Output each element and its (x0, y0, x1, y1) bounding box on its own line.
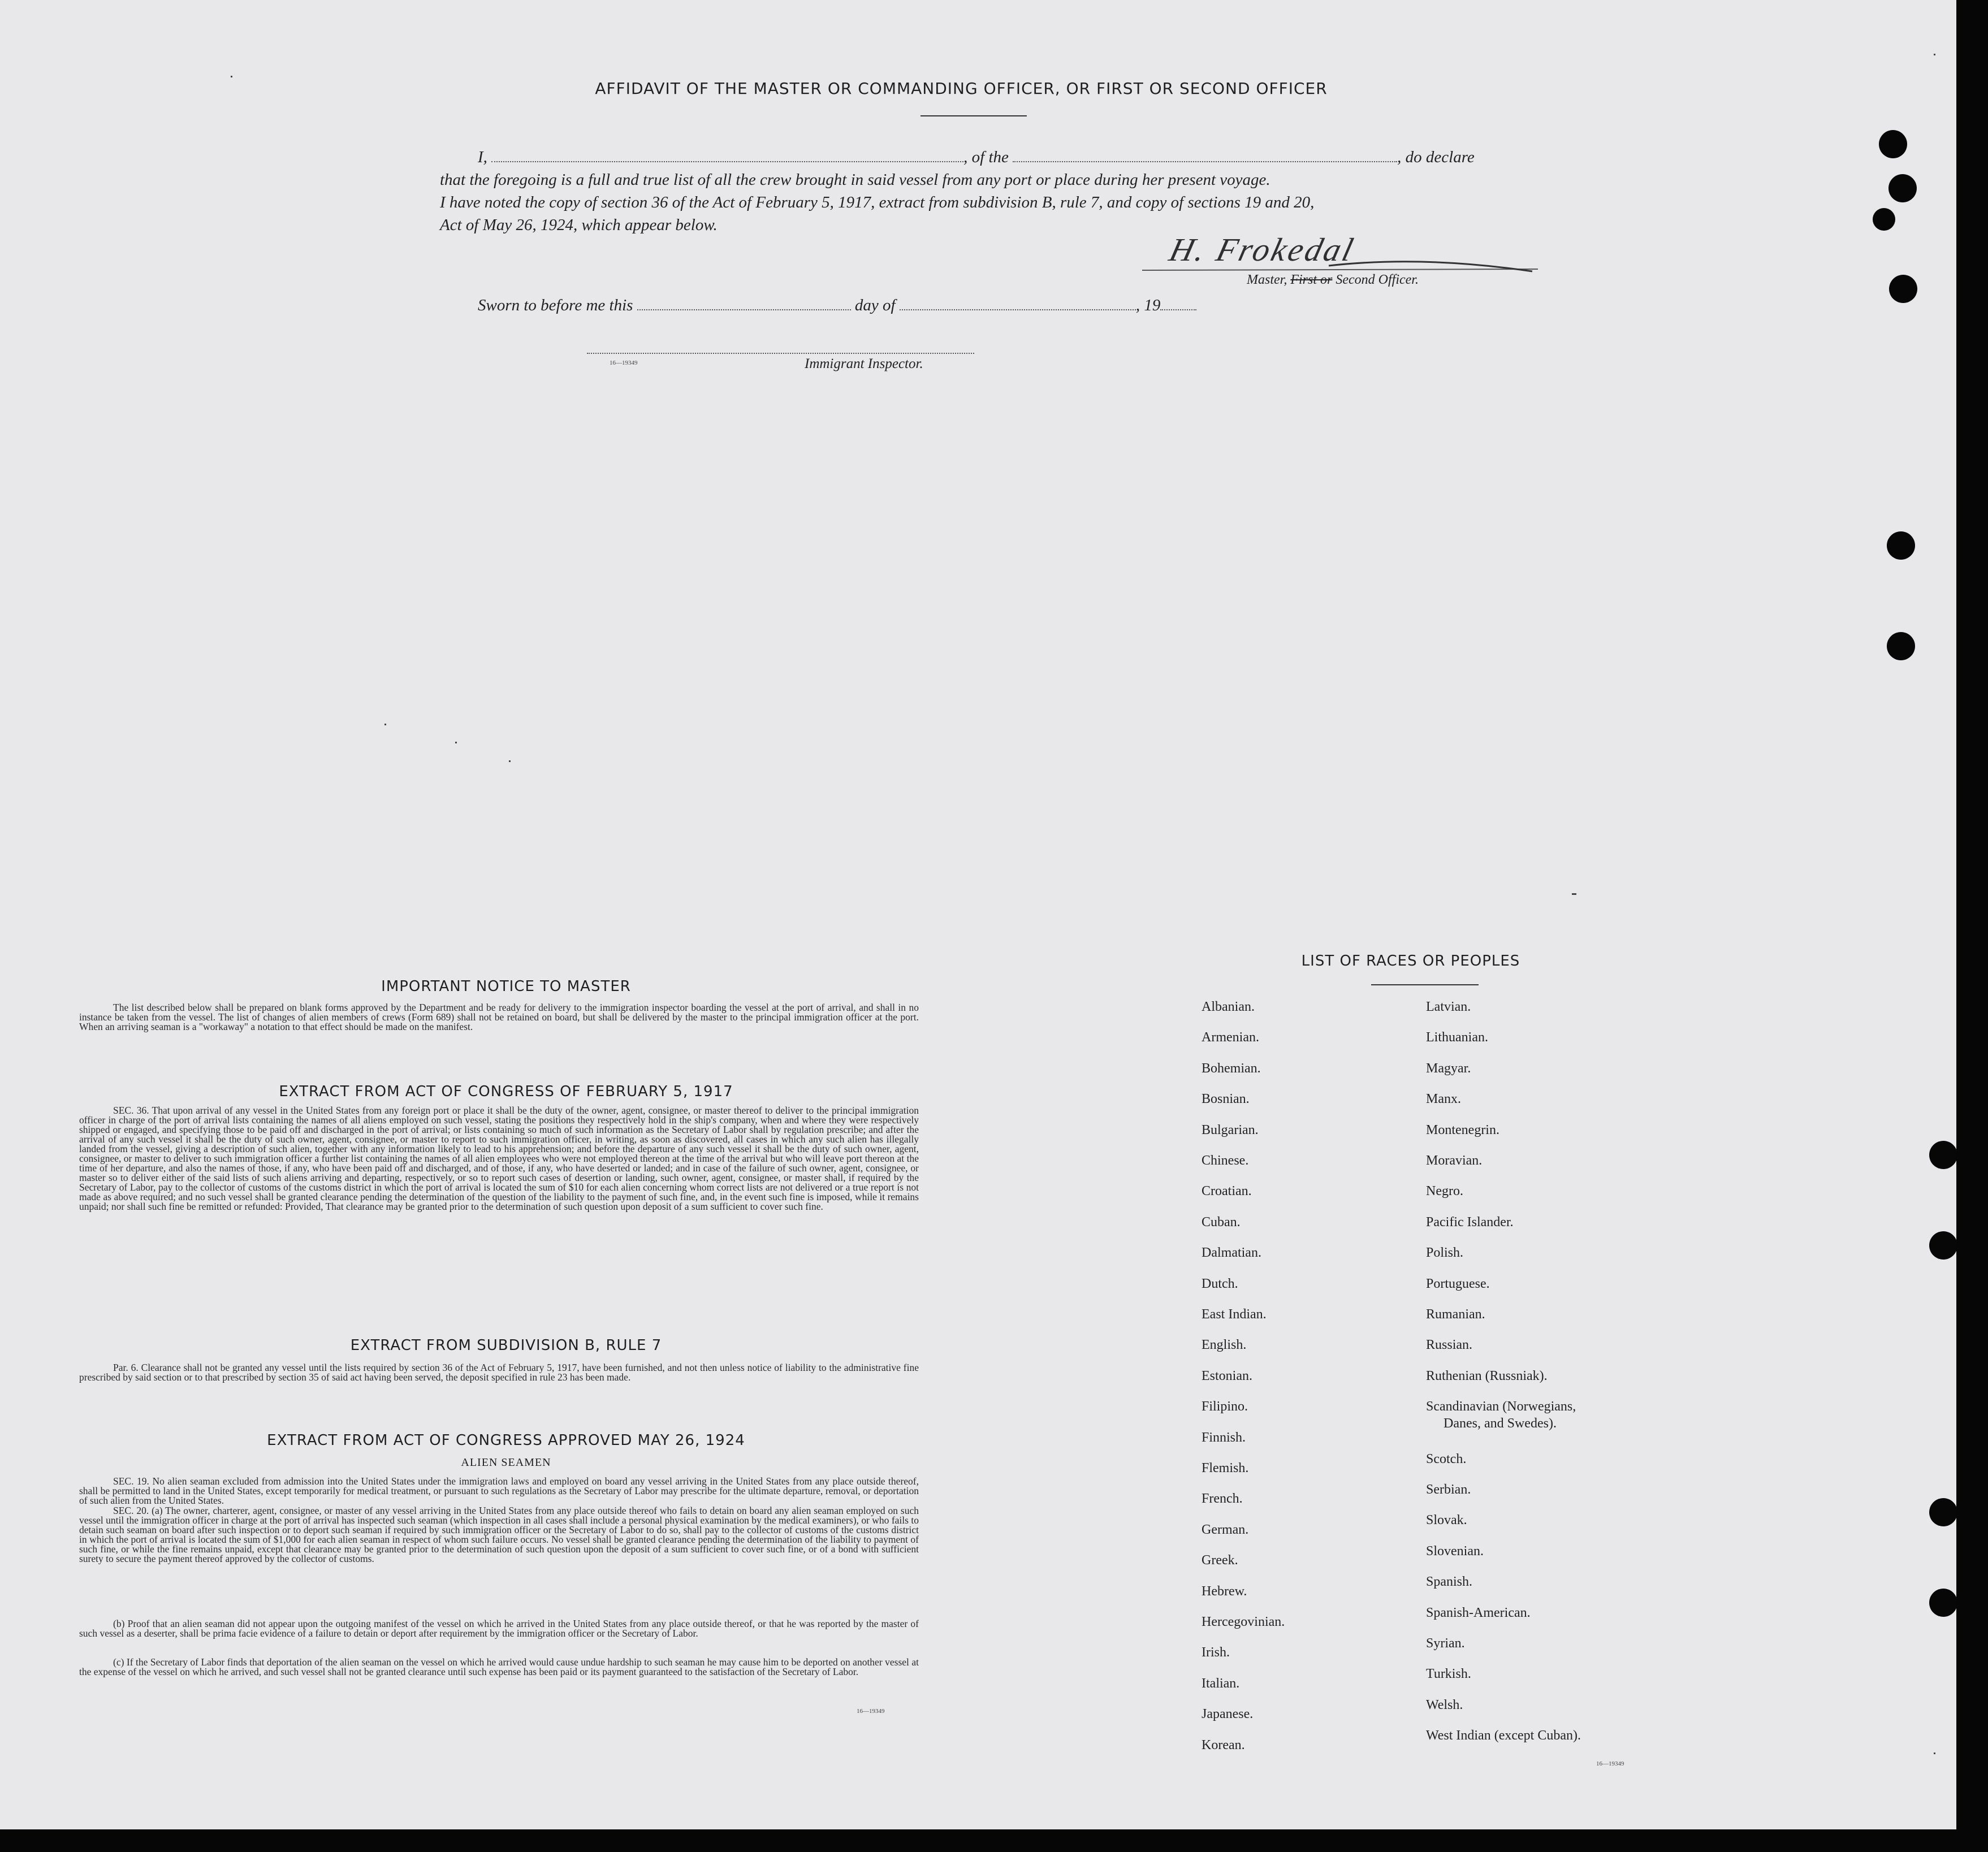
race-item: Welsh. (1426, 1697, 1463, 1712)
binder-hole (1929, 1231, 1956, 1260)
race-item: Syrian. (1426, 1636, 1465, 1651)
declaration-do-declare: , do declare (1397, 148, 1475, 166)
inspector-signature-line (587, 353, 974, 354)
binder-hole (1873, 208, 1895, 231)
race-item: Danes, and Swedes). (1444, 1416, 1557, 1431)
race-item: Rumanian. (1426, 1307, 1485, 1322)
sworn-day-of: day of (854, 296, 896, 314)
race-item: Spanish-American. (1426, 1605, 1531, 1620)
alien-seamen-subtitle: ALIEN SEAMEN (461, 1456, 551, 1469)
extract-1924-sec19: SEC. 19. No alien seaman excluded from admission into the United States under the immigration laws and employed on board any vessel arriving in the United States from any place outside thereof, shall be permitted to land in the United States, except temporarily for medical treatment, or pursuant to such regulations as the Secretary of Labor may prescribe for the ultimate departure, removal, or deportation of such alien from the United States. (79, 1475, 919, 1506)
race-item: Moravian. (1426, 1153, 1483, 1168)
race-item: Korean. (1202, 1737, 1245, 1753)
form-code-right: 16—19349 (1596, 1760, 1624, 1767)
sworn-year: , 19 (1135, 296, 1161, 314)
races-title-rule (1371, 984, 1479, 985)
race-item: Negro. (1426, 1184, 1463, 1199)
races-title: LIST OF RACES OR PEOPLES (1301, 953, 1520, 970)
caption-second-officer: Second Officer. (1336, 272, 1419, 287)
race-item: Scotch. (1426, 1451, 1467, 1466)
binder-hole (1888, 174, 1917, 202)
race-item: Latvian. (1426, 999, 1471, 1014)
binder-hole (1887, 531, 1915, 560)
race-item: Filipino. (1202, 1399, 1248, 1414)
notice-text: The list described below shall be prepared on blank forms approved by the Department and be ready for delivery to the immigration inspector boarding the vessel at the port of arrival, and shall in no instance be taken from the vessel. The list of changes of alien members of crews (Form 689) shall not be retained on board, but shall be delivered by the master to the principal immigration officer at the port. When an arriving seaman is a "workaway" a notation to that effect should be made on the manifest. (79, 1002, 919, 1032)
race-item: Dutch. (1202, 1276, 1238, 1291)
race-item: Chinese. (1202, 1153, 1249, 1168)
paper-speck (1934, 1753, 1935, 1754)
declaration-line-3: I have noted the copy of section 36 of the Act of February 5, 1917, extract from subdivision B, rule 7, and copy of sections 19 and 20, (440, 193, 1315, 211)
race-item: Hebrew. (1202, 1583, 1247, 1599)
race-item: Greek. (1202, 1553, 1238, 1568)
race-item: Scandinavian (Norwegians, (1426, 1399, 1576, 1414)
sworn-year-blank (1160, 297, 1196, 310)
race-item: Croatian. (1202, 1184, 1252, 1199)
extract-1924-sec20c: (c) If the Secretary of Labor finds that deportation of the alien seaman on the vessel on which he arrived would cause undue hardship to such seaman he may cause him to be deported on another vessel at the expense of the vessel on which he arrived, and such vessel shall not be granted clearance until such expense has been paid or its payment guaranteed to the satisfaction of the Secretary of Labor. (79, 1656, 919, 1677)
declaration-line-2: that the foregoing is a full and true list of all the crew brought in said vessel from any port or place during her present voyage. (440, 171, 1270, 189)
race-item: Bulgarian. (1202, 1122, 1259, 1137)
race-item: Flemish. (1202, 1461, 1249, 1475)
caption-master: Master, (1247, 272, 1287, 287)
binder-hole (1889, 275, 1917, 303)
race-item: Magyar. (1426, 1061, 1471, 1076)
extract-rule7-title: EXTRACT FROM SUBDIVISION B, RULE 7 (350, 1337, 662, 1354)
race-item: Spanish. (1426, 1574, 1473, 1590)
race-item: Lithuanian. (1426, 1030, 1488, 1045)
binder-hole (1887, 632, 1915, 660)
race-item: Slovak. (1426, 1513, 1467, 1528)
inspector-caption: Immigrant Inspector. (805, 356, 923, 371)
race-item: Bohemian. (1202, 1061, 1261, 1076)
declaration-i: I, (478, 148, 487, 166)
binder-hole (1929, 1141, 1956, 1169)
extract-1924-title: EXTRACT FROM ACT OF CONGRESS APPROVED MAY 26, 1924 (267, 1432, 745, 1449)
paper-speck (231, 76, 232, 77)
race-item: German. (1202, 1522, 1249, 1537)
sworn-text: Sworn to before me this (478, 296, 633, 314)
race-item: Portuguese. (1426, 1276, 1490, 1291)
race-item: Serbian. (1426, 1482, 1471, 1497)
race-item: Cuban. (1202, 1214, 1241, 1230)
race-item: East Indian. (1202, 1307, 1267, 1322)
race-item: Irish. (1202, 1645, 1230, 1660)
extract-1917-text: SEC. 36. That upon arrival of any vessel in the United States from any foreign port or place it shall be the duty of the owner, agent, consignee, or master thereof to deliver to the principal immigration officer in charge of the port of arrival lists containing the names of all aliens employed on such vessel, stating the positions they respectively hold in the ship's company, when and where they were respectively shipped or engaged, and specifying those to be paid off and discharged in the port of arrival; or lists containing so much of such information as the Secretary of Labor shall by regulation prescribe; and after the arrival of any such vessel it shall be the duty of such owner, agent, consignee, or master to report to such immigration officer, in writing, as soon as discovered, all cases in which any such alien has illegally landed from the vessel, giving a description of such alien, together with any information likely to lead to his apprehension; and before the departure of any such vessel it shall be the duty of such owner, agent, consignee, or master to deliver to such immigration officer a further list containing the names of all alien employees who were not employed thereon at the time of the arrival but who will leave port thereon at the time of her departure, and also the names of those, if any, who have been paid off and discharged, and of those, if any, who have deserted or landed; and in case of the failure of such owner, agent, consignee, or master so to deliver either of the said lists of such aliens arriving and departing, respectively, or so to report such cases of desertion or landing, such owner, agent, consignee, or master shall, if required by the Secretary of Labor, pay to the collector of customs of the customs district in which the port of arrival is located the sum of $10 for each alien concerning whom correct lists are not delivered or a true report is not made as above required; and no such vessel shall be granted clearance pending the determination of the question of the liability to the payment of such fine, and, in the event such fine is imposed, while it remains unpaid; nor shall such fine be remitted or refunded: Provided, That clearance may be granted prior to the determination of such question upon deposit of a sum sufficient to cover such fine. (79, 1105, 919, 1212)
race-item: Manx. (1426, 1092, 1461, 1107)
form-code-top: 16—19349 (610, 360, 638, 366)
form-code-left: 16—19349 (857, 1708, 885, 1715)
paper-speck (384, 724, 386, 725)
paper-speck (455, 742, 457, 743)
affidavit-title: AFFIDAVIT OF THE MASTER OR COMMANDING OFFICER, OR FIRST OR SECOND OFFICER (595, 79, 1328, 98)
extract-1924-sec20a: SEC. 20. (a) The owner, charterer, agent, consignee, or master of any vessel arriving in the United States from any place outside thereof who fails to detain on board any alien seaman employed on such vessel until the immigration officer in charge at the port of arrival has inspected such seaman (which inspection in all cases shall include a personal physical examination by the medical examiners), or who fails to detain such seaman on board after such inspection or to deport such seaman if required by such immigration officer or the Secretary of Labor to do so, shall pay to the collector of customs of the customs district in which the port of arrival is located the sum of $1,000 for each alien seaman in respect of whom such failure occurs. No vessel shall be granted clearance pending the determination of the liability to payment of such fine, or while the fine remains unpaid, except that clearance may be granted prior to the determination of such question upon the deposit of a sum sufficient to cover such fine, or of a bond with sufficient surety to secure the payment thereof approved by the collector of customs. (79, 1505, 919, 1564)
declaration-line-1 (478, 148, 1518, 167)
extract-rule7-text: Par. 6. Clearance shall not be granted any vessel until the lists required by section 36 of the Act of February 5, 1917, have been furnished, and not then unless notice of liability to the administrative fine prescribed by said section or to that prescribed by section 35 of said act having been served, the deposit specified in rule 23 has been made. (79, 1362, 919, 1383)
vessel-name-blank (1013, 149, 1397, 162)
race-item: Pacific Islander. (1426, 1214, 1514, 1230)
race-item: Albanian. (1202, 999, 1255, 1014)
race-item: Bosnian. (1202, 1092, 1250, 1107)
extract-1917-title: EXTRACT FROM ACT OF CONGRESS OF FEBRUARY 5, 1917 (279, 1083, 733, 1100)
master-signature: H. Frokedal (1165, 231, 1359, 268)
paper-speck (1934, 54, 1935, 55)
race-item: Russian. (1426, 1338, 1473, 1353)
race-item: Hercegovinian. (1202, 1615, 1285, 1629)
race-item: West Indian (except Cuban). (1426, 1728, 1581, 1743)
race-item: Japanese. (1202, 1707, 1254, 1722)
signature-caption (1247, 272, 1419, 288)
notice-title: IMPORTANT NOTICE TO MASTER (381, 978, 631, 995)
declaration-of-the: , of the (963, 148, 1009, 166)
sworn-day-blank (637, 297, 851, 310)
race-item: Italian. (1202, 1676, 1240, 1691)
race-item: Ruthenian (Russniak). (1426, 1368, 1548, 1383)
binder-hole (1929, 1589, 1956, 1617)
race-item: Montenegrin. (1426, 1122, 1499, 1137)
title-rule (920, 115, 1027, 116)
race-item: Slovenian. (1426, 1543, 1484, 1559)
extract-1924-sec20b: (b) Proof that an alien seaman did not appear upon the outgoing manifest of the vessel on which he arrived in the United States from any place outside thereof, or that he was reported by the master of such vessel as a deserter, shall be prima facie evidence of a failure to detain or deport after requirement by the immigration officer or the Secretary of Labor. (79, 1618, 919, 1639)
paper-speck (509, 760, 511, 762)
binder-hole (1879, 130, 1907, 158)
caption-struck: First or (1290, 272, 1333, 287)
race-item: Finnish. (1202, 1430, 1246, 1445)
race-item: Turkish. (1426, 1667, 1471, 1682)
race-item: Estonian. (1202, 1368, 1252, 1383)
race-item: Armenian. (1202, 1030, 1259, 1045)
declarant-name-blank (491, 149, 963, 162)
sworn-month-blank (900, 297, 1136, 310)
race-item: English. (1202, 1338, 1247, 1353)
sworn-line (478, 296, 1196, 315)
paper-speck (1572, 893, 1576, 895)
binder-hole (1929, 1498, 1956, 1526)
race-item: Polish. (1426, 1245, 1464, 1261)
declaration-line-4: Act of May 26, 1924, which appear below. (440, 216, 718, 234)
race-item: French. (1202, 1491, 1243, 1507)
race-item: Dalmatian. (1202, 1245, 1261, 1261)
